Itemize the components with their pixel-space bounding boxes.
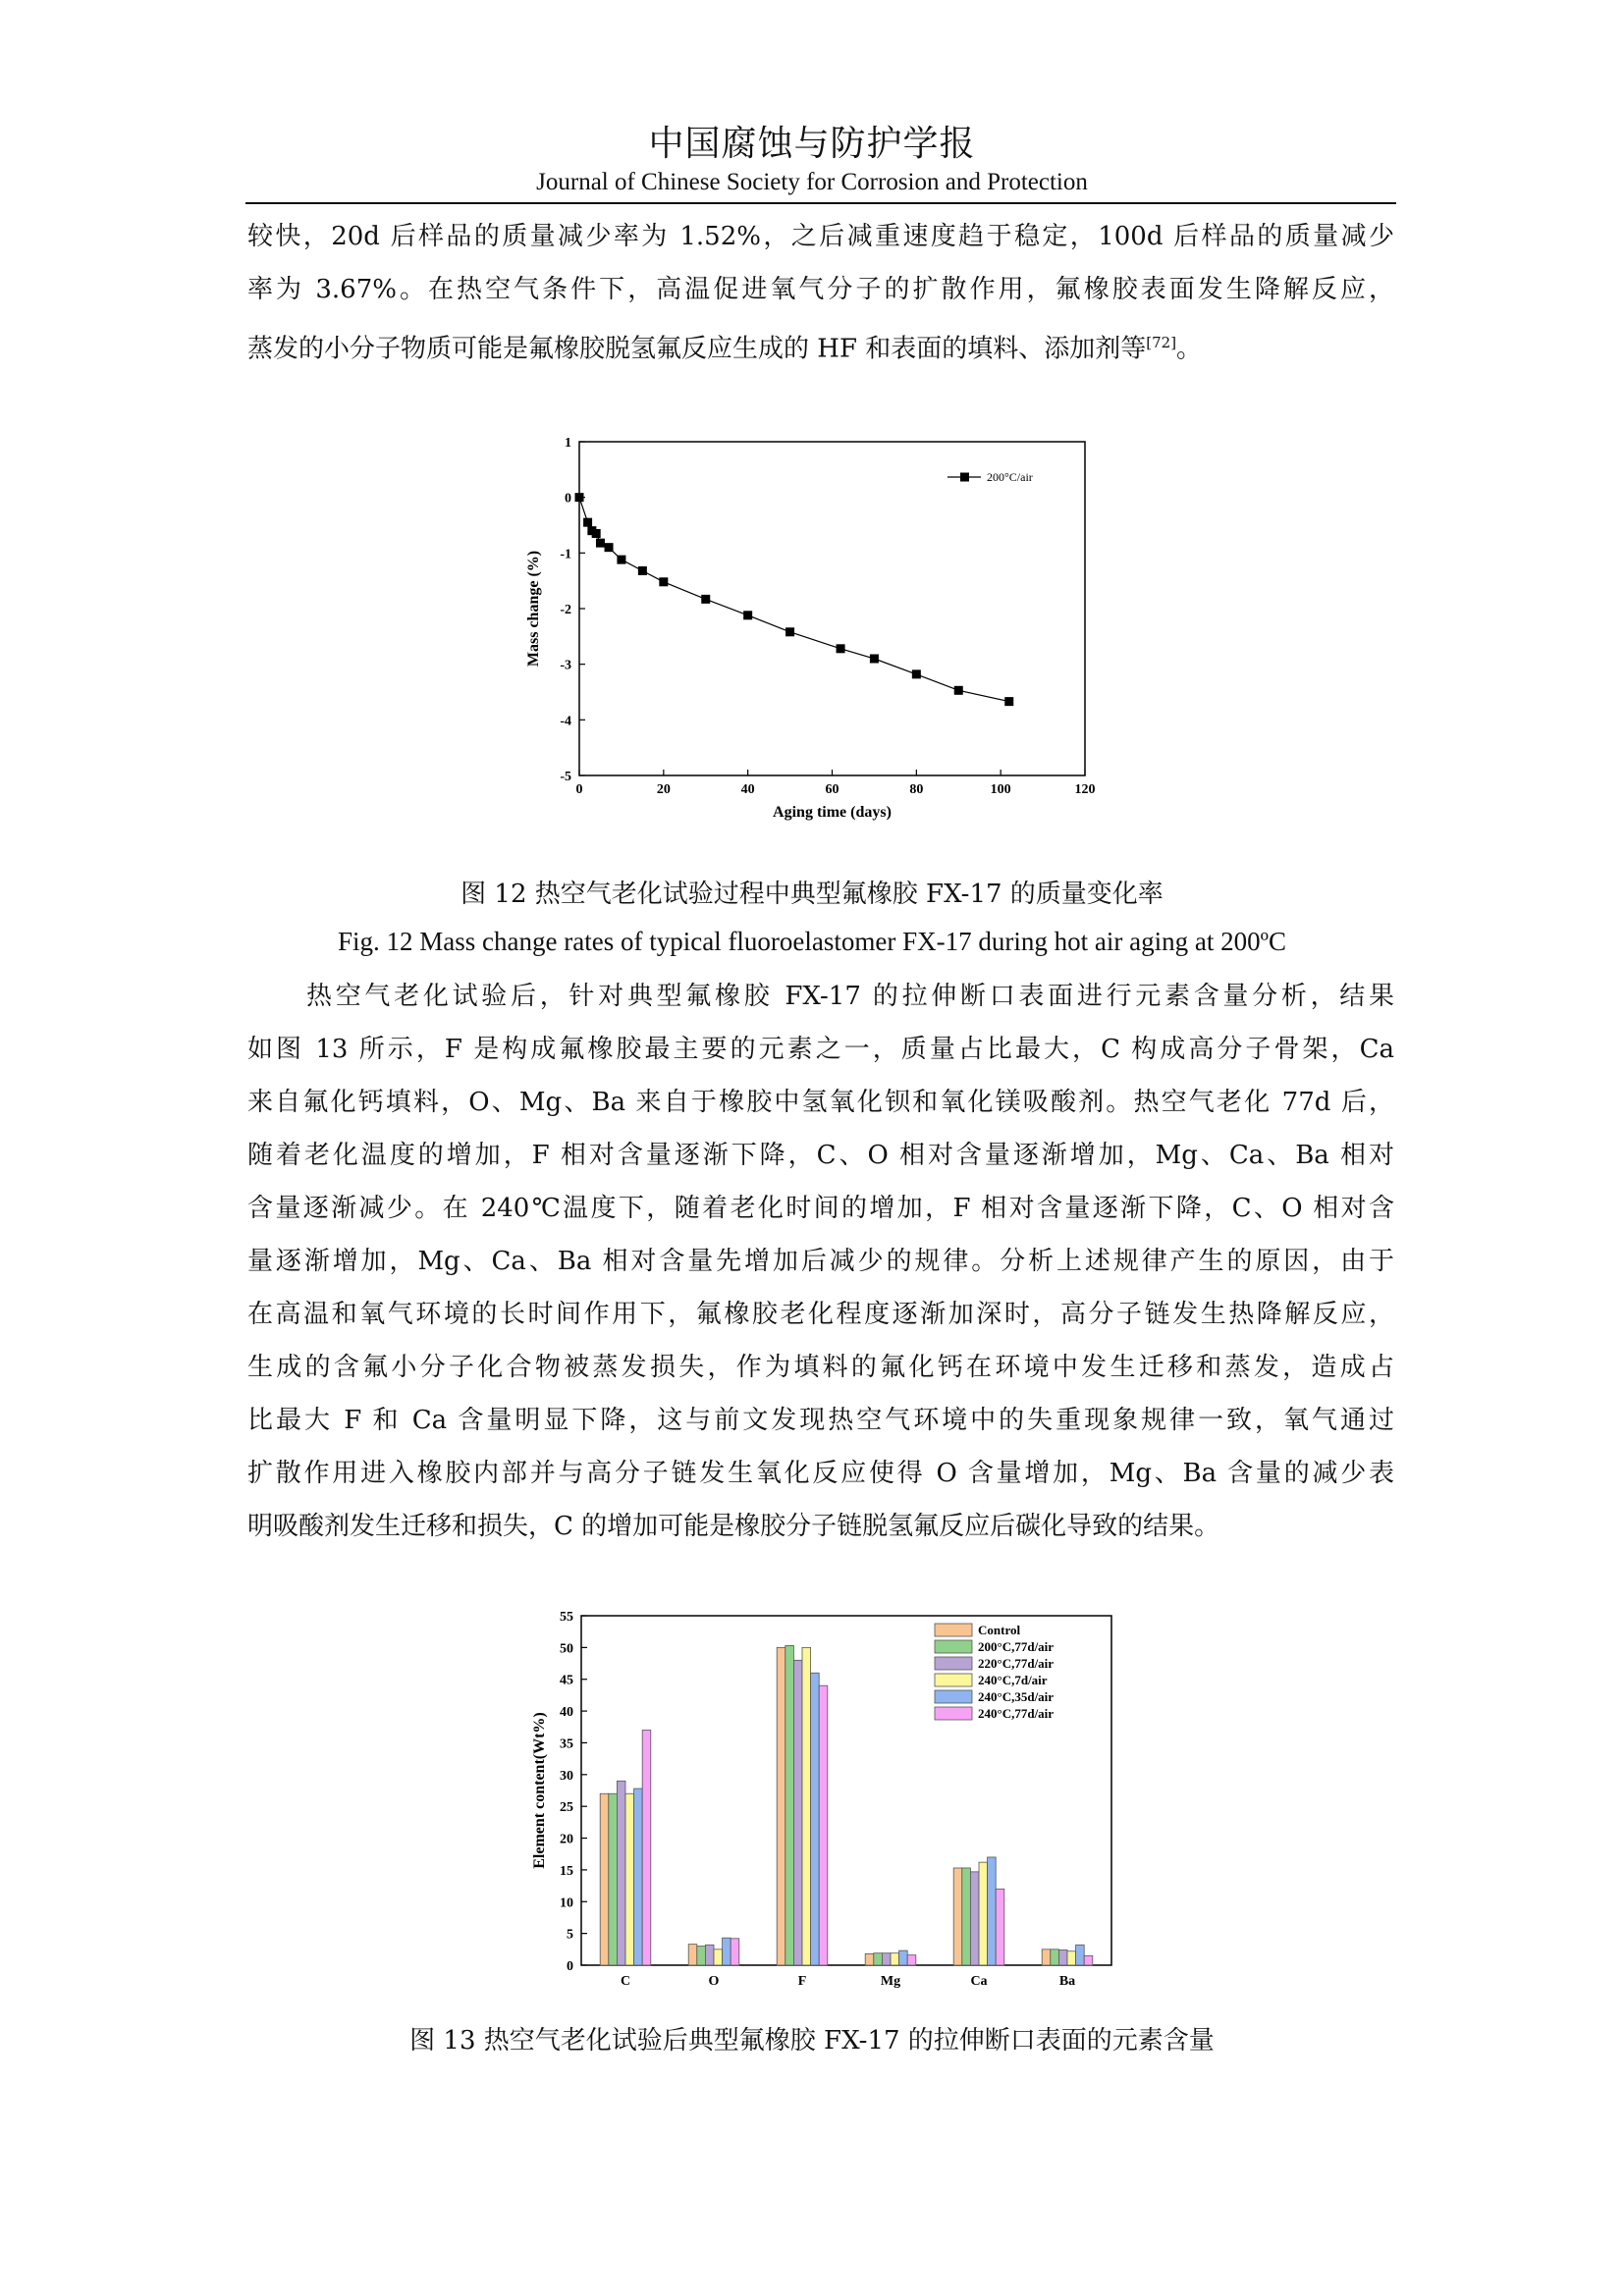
legend-swatch xyxy=(935,1690,972,1703)
y-tick-label: 50 xyxy=(560,1641,573,1657)
legend-label: 200°C/air xyxy=(987,470,1033,484)
y-tick-label: 15 xyxy=(560,1863,573,1879)
bar xyxy=(625,1793,634,1965)
y-tick-label: 0 xyxy=(567,1959,573,1974)
bar xyxy=(600,1793,609,1965)
bar xyxy=(723,1938,731,1965)
data-point xyxy=(743,611,752,619)
figure-12-mass-change-chart xyxy=(491,422,1139,844)
legend-label: 200°C,77d/air xyxy=(978,1639,1055,1654)
y-tick-label: -5 xyxy=(560,770,571,784)
bar xyxy=(996,1889,1004,1965)
x-tick-label: F xyxy=(797,1974,807,1989)
x-tick-label: 20 xyxy=(656,782,671,797)
bar xyxy=(1042,1949,1051,1965)
data-point xyxy=(837,644,845,653)
y-tick-label: 40 xyxy=(560,1705,573,1721)
x-tick-label: Mg xyxy=(880,1974,901,1989)
journal-title-cn: 中国腐蚀与防护学报 xyxy=(648,124,976,164)
paragraph-2 xyxy=(247,970,1394,1553)
data-point xyxy=(1004,697,1013,706)
bar xyxy=(907,1955,916,1965)
bar xyxy=(970,1872,979,1965)
text-line: 含量逐渐减少。在 240℃温度下，随着老化时间的增加，F 相对含量逐渐下降，C、O 相对含 xyxy=(247,1194,1394,1223)
y-tick-label: 30 xyxy=(560,1768,573,1784)
bar xyxy=(634,1789,643,1965)
paragraph-1 xyxy=(247,210,1394,369)
legend-swatch xyxy=(935,1707,972,1720)
bar xyxy=(642,1731,651,1965)
x-tick-label: 100 xyxy=(990,782,1011,797)
bar xyxy=(962,1868,971,1965)
text-line: 热空气老化试验后，针对典型氟橡胶 FX-17 的拉伸断口表面进行元素含量分析，结果 xyxy=(306,982,1394,1011)
x-tick-label: 80 xyxy=(909,782,924,797)
x-tick-label: 40 xyxy=(740,782,755,797)
plot-frame xyxy=(579,442,1085,775)
bar xyxy=(705,1945,714,1965)
y-tick-label: 1 xyxy=(565,436,571,451)
y-tick-label: 25 xyxy=(560,1800,573,1816)
y-axis-label: Element content(Wt%) xyxy=(531,1712,548,1869)
legend-label: 240°C,77d/air xyxy=(978,1706,1055,1721)
legend-marker xyxy=(960,473,969,482)
y-tick-label: 0 xyxy=(565,491,571,507)
data-point xyxy=(617,556,625,564)
journal-title-en: Journal of Chinese Society for Corrosion and Protection xyxy=(536,169,1088,195)
y-tick-label: 35 xyxy=(560,1736,573,1752)
data-point xyxy=(701,595,710,604)
x-tick-label: 120 xyxy=(1074,782,1096,797)
bar xyxy=(819,1685,828,1965)
legend-label: 220°C,77d/air xyxy=(978,1656,1055,1671)
x-tick-label: 0 xyxy=(575,782,583,797)
bar xyxy=(714,1949,723,1965)
text-line-last xyxy=(247,316,1394,369)
data-point xyxy=(912,669,921,678)
y-tick-label: -4 xyxy=(560,714,571,729)
data-point xyxy=(592,529,601,538)
data-point xyxy=(575,493,584,502)
citation: [72] xyxy=(1146,334,1177,351)
y-tick-label: -2 xyxy=(560,603,571,617)
text-line: 随着老化温度的增加，F 相对含量逐渐下降，C、O 相对含量逐渐增加，Mg、Ca、Ba 相对 xyxy=(247,1141,1394,1170)
legend-swatch xyxy=(935,1674,972,1686)
text-line: 明吸酸剂发生迁移和损失，C 的增加可能是橡胶分子链脱氢氟反应后碳化导致的结果。 xyxy=(247,1512,1220,1541)
data-point xyxy=(596,539,605,548)
data-point xyxy=(659,577,668,586)
y-tick-label: 55 xyxy=(560,1610,573,1625)
legend-label: 240°C,7d/air xyxy=(978,1673,1048,1687)
legend-label: Control xyxy=(978,1623,1021,1637)
data-point xyxy=(785,627,794,636)
legend-swatch xyxy=(935,1624,972,1636)
data-point xyxy=(870,655,879,664)
bar xyxy=(953,1868,962,1965)
bar xyxy=(899,1950,908,1965)
y-axis-label: Mass change (%) xyxy=(525,550,542,667)
text-line: 如图 13 所示，F 是构成氟橡胶最主要的元素之一，质量占比最大，C 构成高分子骨架，Ca xyxy=(247,1035,1394,1064)
bar xyxy=(891,1953,899,1965)
text-line: 较快，20d 后样品的质量减少率为 1.52%，之后减重速度趋于稳定，100d 后样品的质量减少 xyxy=(247,222,1394,251)
text-line: 率为 3.67%。在热空气条件下，高温促进氧气分子的扩散作用，氟橡胶表面发生降解反应， xyxy=(247,275,1394,304)
bar xyxy=(882,1953,891,1965)
bar xyxy=(1051,1949,1059,1965)
bar xyxy=(811,1673,820,1965)
figure-13-caption-cn: 图 13 热空气老化试验后典型氟橡胶 FX-17 的拉伸断口表面的元素含量 xyxy=(409,2026,1215,2056)
text-line: 扩散作用进入橡胶内部并与高分子链发生氧化反应使得 O 含量增加，Mg、Ba 含量的减少表 xyxy=(247,1459,1394,1488)
x-tick-label: O xyxy=(708,1974,720,1989)
x-axis-label: Aging time (days) xyxy=(773,804,892,821)
bar xyxy=(1058,1949,1067,1965)
data-point xyxy=(605,543,614,552)
legend-swatch xyxy=(935,1640,972,1653)
series-line xyxy=(579,498,1009,702)
bar xyxy=(865,1953,874,1965)
bar xyxy=(802,1647,811,1965)
text-line: 来自氟化钙填料，O、Mg、Ba 来自于橡胶中氢氧化钡和氧化镁吸酸剂。热空气老化 77d 后， xyxy=(247,1088,1394,1117)
bar xyxy=(1076,1945,1085,1965)
data-point xyxy=(638,566,647,575)
legend-label: 240°C,35d/air xyxy=(978,1689,1055,1704)
data-point xyxy=(583,518,592,527)
legend-swatch xyxy=(935,1657,972,1670)
y-tick-label: -1 xyxy=(560,547,571,562)
bar xyxy=(1067,1951,1076,1965)
y-tick-label: 10 xyxy=(560,1896,573,1911)
bar xyxy=(785,1645,794,1965)
x-tick-label: Ca xyxy=(970,1974,988,1989)
figure-12-caption-cn: 图 12 热空气老化试验过程中典型氟橡胶 FX-17 的质量变化率 xyxy=(460,880,1164,909)
header-rule xyxy=(245,202,1396,204)
text-line: 比最大 F 和 Ca 含量明显下降，这与前文发现热空气环境中的失重现象规律一致，氧气通过 xyxy=(247,1406,1394,1435)
text-line: 蒸发的小分子物质可能是氟橡胶脱氢氟反应生成的 HF 和表面的填料、添加剂等 xyxy=(247,334,1147,364)
text-punct: 。 xyxy=(1176,334,1203,364)
y-tick-label: 45 xyxy=(560,1673,573,1688)
bar xyxy=(697,1947,706,1965)
bar xyxy=(1084,1955,1093,1965)
bar xyxy=(793,1660,802,1965)
bar xyxy=(731,1939,739,1965)
y-tick-label: -3 xyxy=(560,658,571,673)
x-tick-label: C xyxy=(620,1974,631,1989)
bar xyxy=(979,1862,988,1965)
figure-13-element-content-chart xyxy=(501,1598,1129,1999)
bar xyxy=(874,1953,883,1965)
x-tick-label: Ba xyxy=(1058,1974,1076,1989)
x-tick-label: 60 xyxy=(825,782,839,797)
bar xyxy=(988,1857,997,1965)
bar xyxy=(609,1793,618,1965)
data-point xyxy=(954,686,963,695)
bar xyxy=(688,1945,697,1965)
text-line: 在高温和氧气环境的长时间作用下，氟橡胶老化程度逐渐加深时，高分子链发生热降解反应， xyxy=(247,1300,1394,1329)
text-line: 生成的含氟小分子化合物被蒸发损失，作为填料的氟化钙在环境中发生迁移和蒸发，造成占 xyxy=(247,1353,1394,1382)
text-line: 量逐渐增加，Mg、Ca、Ba 相对含量先增加后减少的规律。分析上述规律产生的原因，由于 xyxy=(247,1247,1394,1276)
bar xyxy=(777,1647,785,1965)
bar xyxy=(617,1781,625,1965)
figure-12-caption-en: Fig. 12 Mass change rates of typical fluoroelastomer FX-17 during hot air aging at 200ºC xyxy=(338,927,1286,956)
y-tick-label: 5 xyxy=(567,1927,573,1943)
y-tick-label: 20 xyxy=(560,1832,573,1847)
